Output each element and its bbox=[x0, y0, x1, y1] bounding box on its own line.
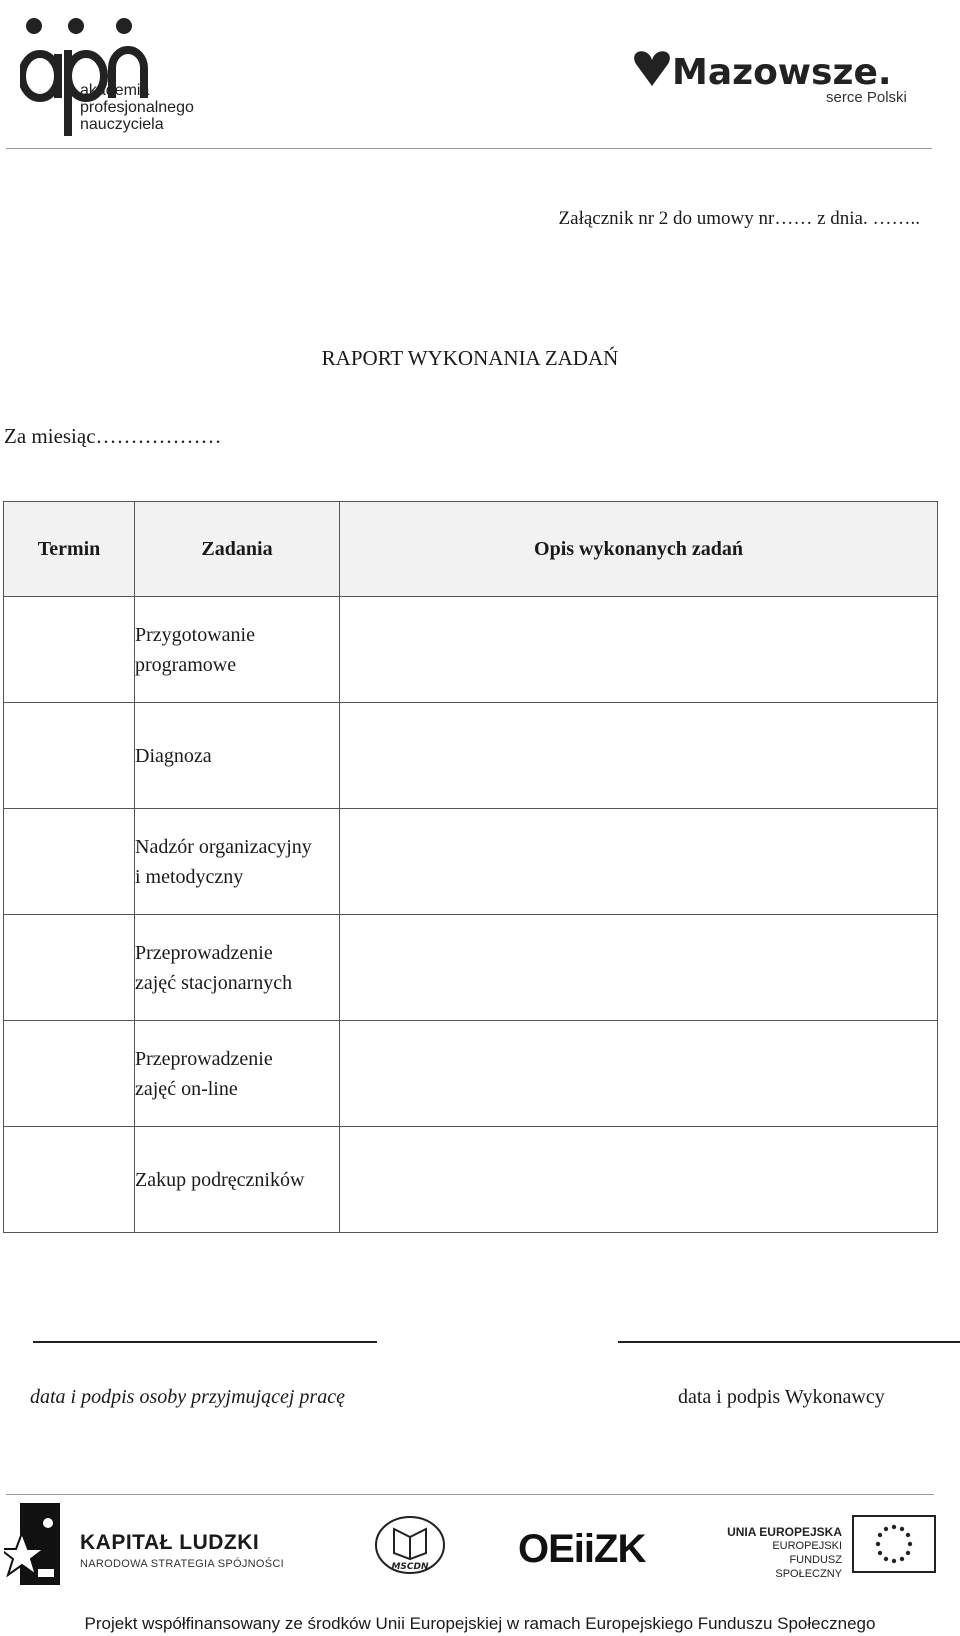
header-termin: Termin bbox=[4, 502, 135, 597]
apn-line-1: akademia bbox=[80, 82, 150, 99]
task-line: i metodyczny bbox=[135, 865, 244, 888]
apn-line-2: profesjonalnego bbox=[80, 99, 194, 116]
signature-caption-contractor: data i podpis Wykonawcy bbox=[678, 1386, 885, 1408]
table-row bbox=[4, 809, 938, 915]
task-cell bbox=[135, 703, 340, 809]
table-row bbox=[4, 703, 938, 809]
eu-line-3: FUNDUSZ SPOŁECZNY bbox=[775, 1554, 842, 1580]
task-line: Diagnoza bbox=[135, 744, 212, 767]
eu-fund-label bbox=[720, 1525, 842, 1581]
signature-caption-receiver: data i podpis osoby przyjmującej pracę bbox=[30, 1386, 345, 1408]
signature-line-left[interactable] bbox=[33, 1341, 377, 1343]
mazowsze-tagline: serce Polski bbox=[826, 89, 907, 106]
task-line: Przeprowadzenie bbox=[135, 1047, 273, 1070]
project-funding-note: Projekt współfinansowany ze środków Unii Europejskiej w ramach Europejskiego Funduszu Społecznego bbox=[84, 1614, 876, 1633]
header-zadania: Zadania bbox=[135, 502, 340, 597]
mazowsze-wordmark: Mazowsze. bbox=[672, 52, 892, 93]
eu-line-2: EUROPEJSKI bbox=[772, 1540, 842, 1552]
tasks-table bbox=[3, 501, 938, 1233]
task-line: zajęć stacjonarnych bbox=[135, 971, 293, 994]
table-row bbox=[4, 915, 938, 1021]
eu-line-1: UNIA EUROPEJSKA bbox=[727, 1525, 842, 1539]
task-cell bbox=[135, 1021, 340, 1127]
apn-line-3: nauczyciela bbox=[80, 116, 164, 133]
kapital-ludzki-subtitle: NARODOWA STRATEGIA SPÓJNOŚCI bbox=[80, 1558, 284, 1570]
termin-cell[interactable] bbox=[4, 1127, 135, 1233]
month-field: Za miesiąc……………… bbox=[4, 424, 222, 448]
kapital-ludzki-star-icon bbox=[4, 1503, 60, 1585]
header-divider bbox=[6, 148, 932, 149]
annex-reference: Załącznik nr 2 do umowy nr…… z dnia. …….. bbox=[558, 208, 920, 229]
task-cell bbox=[135, 809, 340, 915]
signature-line-right[interactable] bbox=[618, 1341, 960, 1343]
termin-cell[interactable] bbox=[4, 1021, 135, 1127]
termin-cell[interactable] bbox=[4, 597, 135, 703]
oeiizk-logo: OEiiZK bbox=[518, 1527, 646, 1571]
description-cell[interactable] bbox=[340, 809, 938, 915]
description-cell[interactable] bbox=[340, 915, 938, 1021]
mscdn-logo bbox=[374, 1515, 446, 1575]
description-cell[interactable] bbox=[340, 1127, 938, 1233]
termin-cell[interactable] bbox=[4, 915, 135, 1021]
mscdn-label: MSCDN bbox=[391, 1562, 429, 1572]
eu-flag-icon bbox=[852, 1515, 936, 1573]
task-cell bbox=[135, 915, 340, 1021]
document-title: RAPORT WYKONANIA ZADAŃ bbox=[321, 346, 619, 370]
task-line: Przeprowadzenie bbox=[135, 941, 273, 964]
task-cell bbox=[135, 597, 340, 703]
task-line: zajęć on-line bbox=[135, 1077, 238, 1100]
task-line: programowe bbox=[135, 653, 237, 676]
description-cell[interactable] bbox=[340, 1021, 938, 1127]
description-cell[interactable] bbox=[340, 597, 938, 703]
header-opis: Opis wykonanych zadań bbox=[340, 502, 938, 597]
table-row bbox=[4, 1127, 938, 1233]
task-cell bbox=[135, 1127, 340, 1233]
table-row bbox=[4, 597, 938, 703]
description-cell[interactable] bbox=[340, 703, 938, 809]
task-line: Zakup podręczników bbox=[135, 1168, 305, 1191]
apn-logo-text bbox=[80, 82, 194, 133]
task-line: Nadzór organizacyjny bbox=[135, 835, 312, 858]
termin-cell[interactable] bbox=[4, 703, 135, 809]
table-row bbox=[4, 1021, 938, 1127]
kapital-ludzki-name: KAPITAŁ LUDZKI bbox=[80, 1531, 260, 1554]
footer-divider bbox=[6, 1494, 934, 1495]
task-line: Przygotowanie bbox=[135, 623, 255, 646]
termin-cell[interactable] bbox=[4, 809, 135, 915]
table-header-row bbox=[4, 502, 938, 597]
